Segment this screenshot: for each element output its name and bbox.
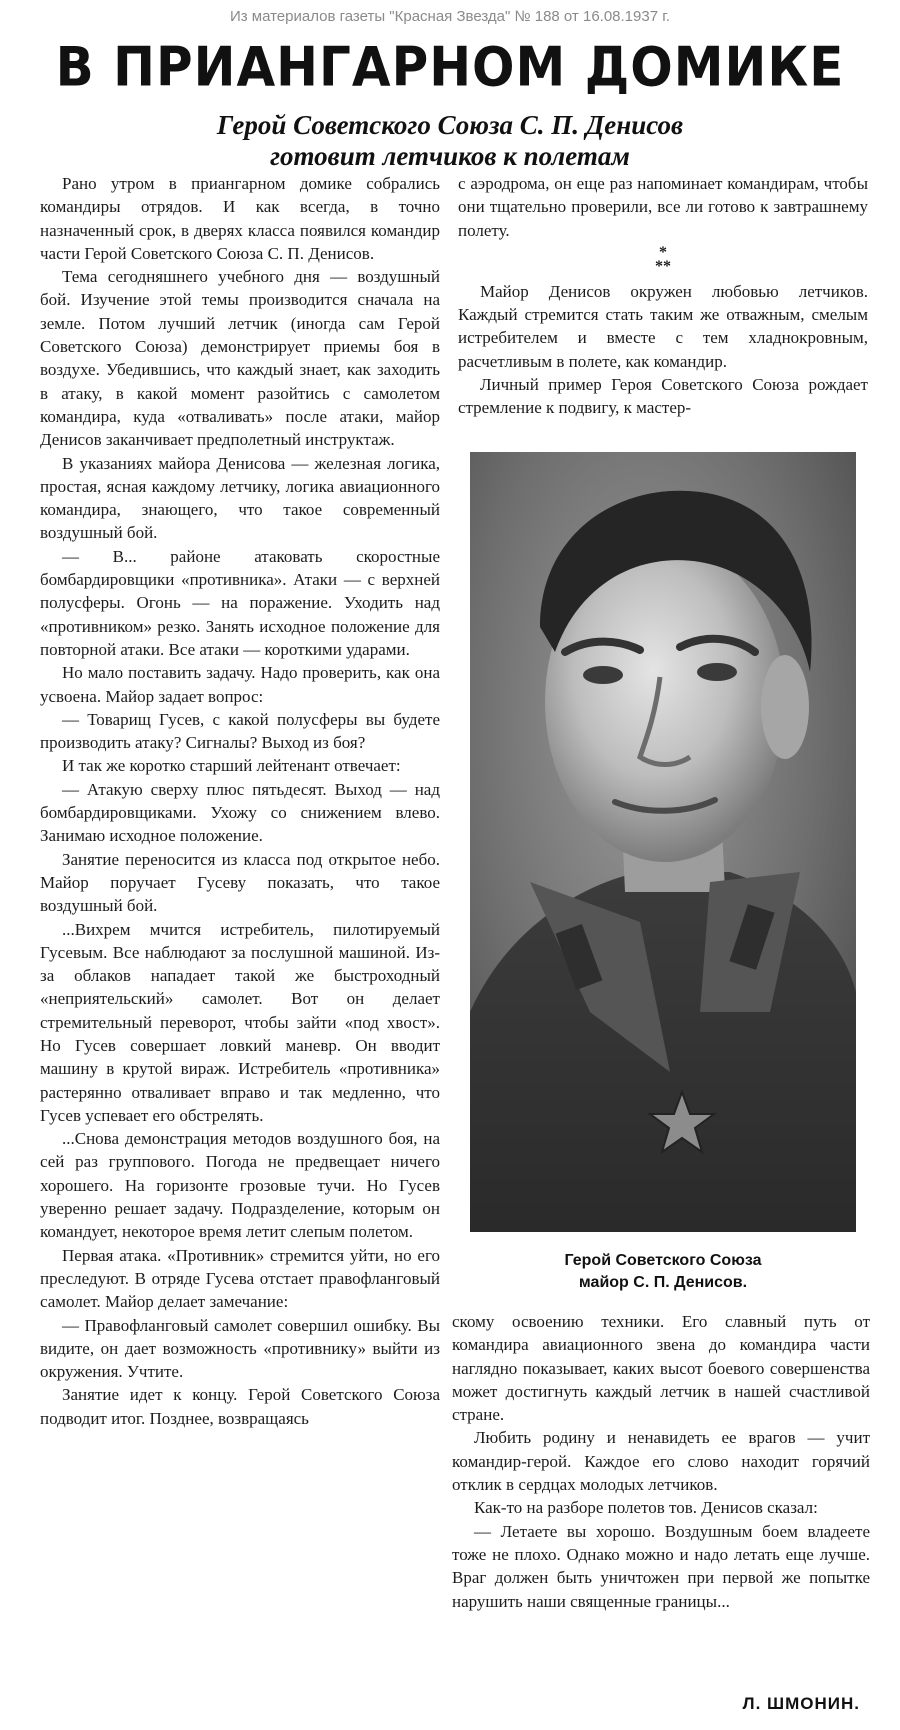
paragraph: — Товарищ Гусев, с какой полусферы вы будете производить атаку? Сигналы? Выход из боя? <box>40 709 440 753</box>
section-divider-asterisks: * ** <box>655 243 671 275</box>
paragraph-continuation: скому освоению техники. Его славный путь от командира авиационного звена до командира части наглядно показывает, каких высот боевого совершенства может достигнуть каждый летчик в нашей счастливой стране. <box>452 1312 870 1425</box>
paragraph: — Летаете вы хорошо. Воздушным боем владеете тоже не плохо. Однако можно и надо летать еще лучше. Враг должен быть уничтожен при первой же попытке нарушить наши священные границы... <box>452 1521 870 1611</box>
paragraph-continuation: с аэродрома, он еще раз напоминает командирам, чтобы они тщательно проверили, все ли готово к завтрашнему полету. <box>458 174 868 240</box>
article-column-right-bottom <box>452 1310 870 1613</box>
portrait-photo <box>470 452 856 1232</box>
caption-line-2: майор С. П. Денисов. <box>578 1274 748 1291</box>
paragraph: Майор Денисов окружен любовью летчиков. Каждый стремится стать таким же отважным, смелым истребителем и вместе с тем хладнокровным, расчетливым в полете, как командир. <box>458 281 868 371</box>
paragraph: — Правофланговый самолет совершил ошибку. Вы видите, он дает возможность «противнику» выйти из окружения. Учтите. <box>40 1315 440 1382</box>
author-signature: Л. ШМОНИН. <box>742 1694 860 1713</box>
paragraph: Но мало поставить задачу. Надо проверить, как она усвоена. Майор задает вопрос: <box>40 663 440 706</box>
source-note: Из материалов газеты "Красная Звезда" № 188 от 16.08.1937 г. <box>229 8 671 25</box>
paragraph: Тема сегодняшнего учебного дня — воздушный бой. Изучение этой темы производится сначала на земле. Потом лучший летчик (иногда сам Герой Советского Союза) демонстрирует приемы боя в воздухе. Убедившись, что каждый знает, как заходить в атаку, в какой момент разойтись с самолетом командира, куда «отваливать» после атаки, майор Денисов заканчивает предполетный инструктаж. <box>40 267 440 450</box>
paragraph: Личный пример Героя Советского Союза рождает стремление к подвигу, к мастер- <box>458 375 868 418</box>
paragraph: Как-то на разборе полетов тов. Денисов сказал: <box>474 1498 818 1518</box>
caption-line-1: Герой Советского Союза <box>564 1252 762 1269</box>
paragraph: Рано утром в приангарном домике собрались командиры отрядов. И как всегда, в точно назначенный срок, в дверях класса появился командир части Герой Советского Союза С. П. Денисов. <box>40 174 440 263</box>
subheadline-line-1: Герой Советского Союза С. П. Денисов <box>216 110 684 140</box>
paragraph: ...Вихрем мчится истребитель, пилотируемый Гусевым. Все наблюдают за послушной машиной. Из-за облаков нападает такой же быстроходный «неприятельский» самолет. Вот он делает стремительный переворот, чтобы зайти «под хвост». Но Гусев совершает ловкий маневр. Он вводит машину в крутой вираж. Истребитель «противника» растерянно отваливает вправо и так медленно, что Гусев успевает его обстрелять. <box>40 919 440 1125</box>
article-column-left <box>40 172 440 1430</box>
paragraph: Первая атака. «Противник» стремится уйти, но его преследуют. В отряде Гусева отстает правофланговый самолет. Майор делает замечание: <box>40 1245 440 1312</box>
paragraph: — Атакую сверху плюс пятьдесят. Выход — над бомбардировщиками. Ухожу со снижением влево. Занимаю исходное положение. <box>40 779 440 846</box>
paragraph: Любить родину и ненавидеть ее врагов — учит командир-герой. Каждое его слово находит горячий отклик в сердцах молодых летчиков. <box>452 1428 870 1495</box>
subheadline <box>0 110 900 172</box>
paragraph: — В... районе атаковать скоростные бомбардировщики «противника». Атаки — с верхней полусферы. Огонь — на поражение. Уходить над «противником» резко. Занять исходное положение для повторной атаки. Все атаки — короткими ударами. <box>40 546 440 659</box>
paragraph: И так же коротко старший лейтенант отвечает: <box>62 756 401 776</box>
headline: В ПРИАНГАРНОМ ДОМИКЕ <box>55 35 845 99</box>
article-column-right-top <box>458 172 868 420</box>
paragraph: Занятие идет к концу. Герой Советского Союза подводит итог. Позднее, возвращаясь <box>40 1385 440 1428</box>
paragraph: ...Снова демонстрация методов воздушного боя, на сей раз группового. Погода не предвещает ничего хорошего. На горизонте грозовые тучи. Но Гусев уверенно решает задачу. Подразделение, которым он командует, некоторое время летит слепым полетом. <box>40 1129 440 1242</box>
photo-caption <box>470 1250 856 1294</box>
paragraph: В указаниях майора Денисова — железная логика, простая, ясная каждому летчику, логика авиационного командира, знающего, что такое современный воздушный бой. <box>40 453 440 543</box>
subheadline-line-2: готовит летчиков к полетам <box>270 141 630 171</box>
paragraph: Занятие переносится из класса под открытое небо. Майор поручает Гусеву показать, что такое воздушный бой. <box>40 849 440 916</box>
